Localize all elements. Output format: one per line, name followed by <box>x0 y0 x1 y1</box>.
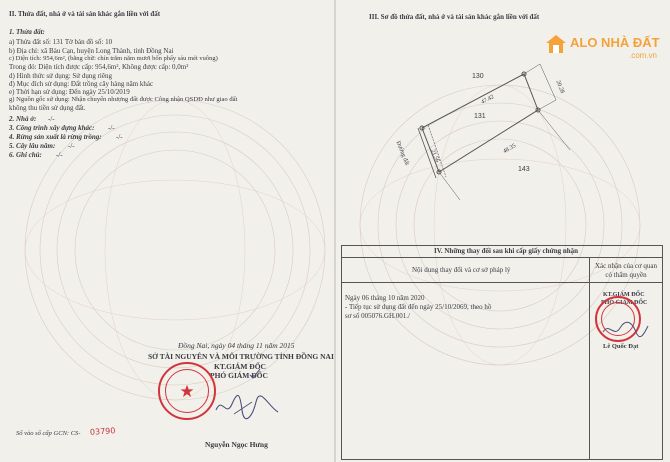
handwritten-mark <box>248 367 262 381</box>
serial-value: 03790 <box>89 426 116 437</box>
serial-label: Số vào sổ cấp GCN: CS- <box>16 430 81 437</box>
confirm-signer: Lê Quốc Đạt <box>603 343 639 350</box>
land-label: 1. Thửa đất: <box>9 28 45 36</box>
land-line: d) Hình thức sử dụng: Sử dụng riêng <box>9 72 112 80</box>
item-notes-label: 6. Ghi chú: <box>9 151 42 159</box>
item-construction-value: -/- <box>108 124 115 132</box>
item-perennial-label: 5. Cây lâu năm: <box>9 142 56 150</box>
fold-line <box>334 0 336 462</box>
change-entry-line: sơ số 005076.GH.001./ <box>345 312 410 320</box>
signer-role-deputy: PHÓ GIÁM ĐỐC <box>210 371 268 380</box>
map-label-road: Đường đất <box>394 140 410 167</box>
land-line: a) Thửa đất số: 131 Tờ bản đồ số: 10 <box>9 38 113 46</box>
item-notes-value: -/- <box>56 151 63 159</box>
changes-title: IV. Những thay đổi sau khi cấp giấy chứng nhận <box>434 247 579 255</box>
place-date: Đồng Nai, ngày 04 tháng 11 năm 2015 <box>178 341 295 350</box>
change-entry-line: Ngày 06 tháng 10 năm 2020 <box>345 294 425 302</box>
changes-col2-header: Xác nhận của cơ quan có thẩm quyền <box>594 262 657 279</box>
map-dim-south: 48.35 <box>502 143 518 155</box>
land-line: đ) Mục đích sử dụng: Đất trồng cây hàng năm khác <box>9 80 154 88</box>
map-dim-east: 20.28 <box>554 79 566 95</box>
map-label-plot-130: 130 <box>472 73 484 80</box>
section-heading-land: II. Thửa đất, nhà ở và tài sản khác gắn liền với đất <box>9 10 161 18</box>
map-label-plot-131: 131 <box>474 113 486 120</box>
change-entry-line: - Tiếp tục sử dụng đất đến ngày 25/10/2069, theo hồ <box>345 303 492 311</box>
stamp-star-icon <box>180 384 194 398</box>
item-perennial-value: -/- <box>68 142 75 150</box>
land-line: b) Địa chỉ: xã Bàu Cạn, huyện Long Thành, tỉnh Đồng Nai <box>9 47 174 55</box>
watermark-domain: .com.vn <box>629 51 658 60</box>
item-forest-label: 4. Rừng sản xuất là rừng trồng: <box>9 133 102 141</box>
land-line: Trong đó: Diện tích được cấp: 954,6m², Không được cấp: 0,0m² <box>9 63 189 71</box>
map-dim-west: 21.56 <box>429 148 441 164</box>
map-label-plot-143: 143 <box>518 166 530 173</box>
item-house-label: 2. Nhà ở: <box>9 115 37 123</box>
land-line: c) Diện tích: 954,6m², (bằng chữ: chín trăm năm mươi bốn phẩy sáu mét vuông) <box>9 55 218 62</box>
confirm-role-kt: KT.GIÁM ĐỐC <box>603 292 645 298</box>
watermark-brand: ALO NHÀ ĐẤT <box>570 35 660 50</box>
signer-role-kt: KT.GIÁM ĐỐC <box>214 362 266 371</box>
map-dim-north: 47.42 <box>480 94 496 106</box>
item-forest-value: -/- <box>116 133 123 141</box>
confirm-signature <box>600 318 650 340</box>
signer-name: Nguyễn Ngọc Hưng <box>205 440 268 449</box>
item-construction-label: 3. Công trình xây dựng khác: <box>9 124 95 132</box>
section-heading-map: III. Sơ đồ thửa đất, nhà ở và tài sản khác gắn liền với đất <box>369 13 540 21</box>
land-line: không thu tiền sử dụng đất. <box>9 104 86 112</box>
item-house-value: -/- <box>48 115 55 123</box>
house-icon <box>545 33 567 55</box>
confirm-role-deputy: PHÓ GIÁM ĐỐC <box>601 300 648 306</box>
changes-col1-header: Nội dung thay đổi và cơ sở pháp lý <box>412 266 511 274</box>
land-line: e) Thời hạn sử dụng: Đến ngày 25/10/2019 <box>9 88 130 96</box>
handwritten-signature <box>212 388 282 428</box>
issuing-agency: SỞ TÀI NGUYÊN VÀ MÔI TRƯỜNG TỈNH ĐỒNG NAI <box>148 352 334 361</box>
land-line: g) Nguồn gốc sử dụng: Nhận chuyển nhượng đất được Công nhận QSDĐ như giao đất <box>9 96 238 103</box>
